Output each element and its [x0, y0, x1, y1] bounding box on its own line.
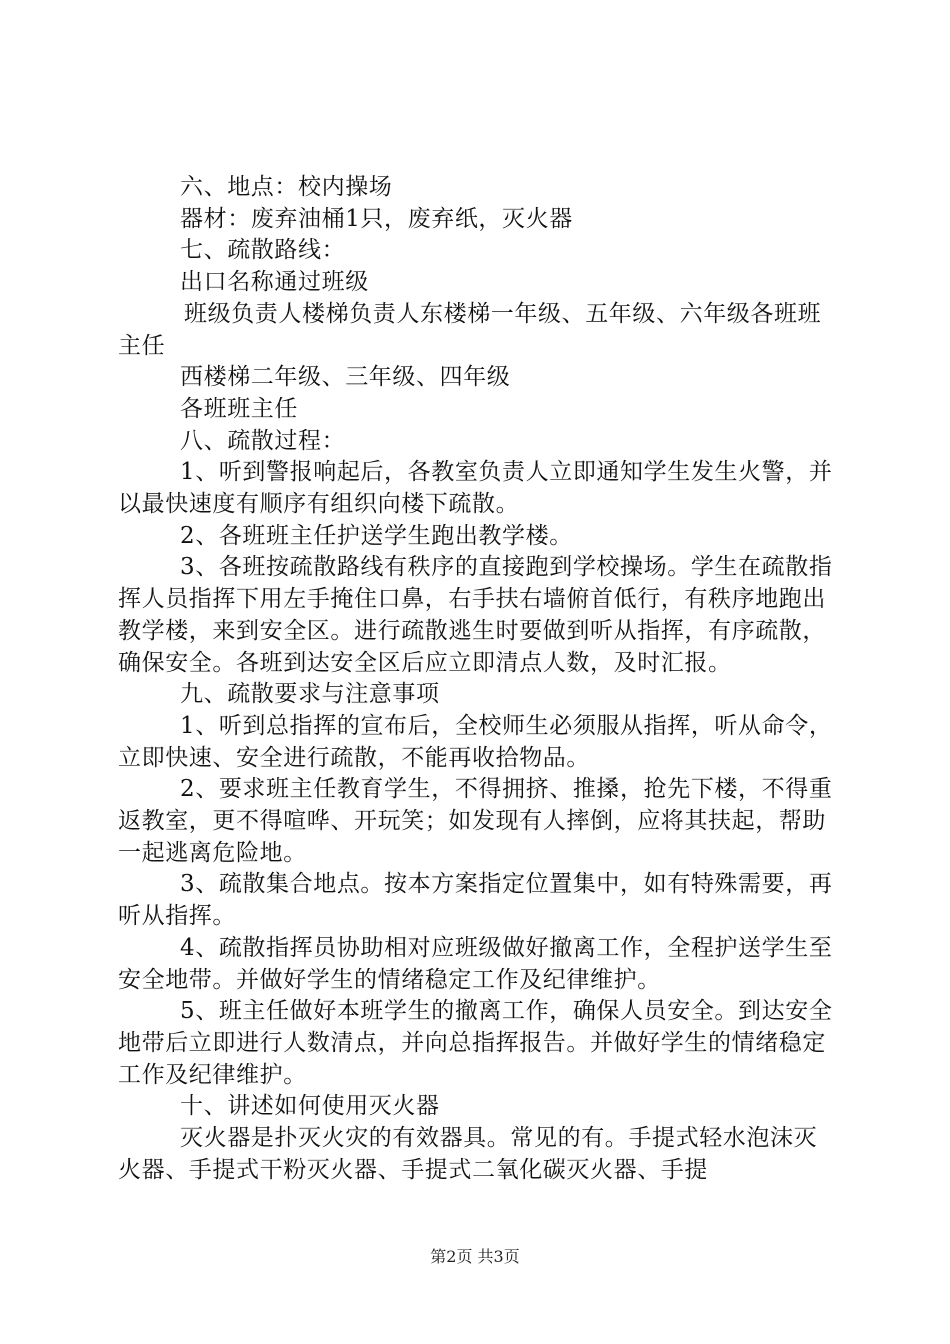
heading-extinguisher: 十、讲述如何使用灭火器	[180, 1093, 440, 1120]
heading-evacuation-route: 七、疏散路线：	[180, 237, 346, 264]
paragraph-process-2: 2、各班班主任护送学生跑出教学楼。	[180, 522, 573, 549]
paragraph-requirement-5: 5、班主任做好本班学生的撤离工作，确保人员安全。到达安全地带后立即进行人数清点，并向总指挥报告。并做好学生的情绪稳定工作及纪律维护。	[118, 998, 833, 1088]
paragraph-exit-names: 出口名称通过班级	[180, 269, 369, 296]
document-body	[118, 172, 838, 1187]
paragraph-class-teachers: 各班班主任	[180, 395, 298, 422]
paragraph-process-3: 3、各班按疏散路线有秩序的直接跑到学校操场。学生在疏散指挥人员指挥下用左手掩住口鼻，右手扶右墙俯首低行，有秩序地跑出教学楼，来到安全区。进行疏散逃生时要做到听从指挥，有序疏散，确保安全。各班到达安全区后应立即清点人数，及时汇报。	[118, 554, 833, 676]
paragraph-west-stairs: 西楼梯二年级、三年级、四年级	[180, 364, 511, 391]
paragraph-process-1: 1、听到警报响起后，各教室负责人立即通知学生发生火警，并以最快速度有顺序有组织向楼下疏散。	[118, 459, 833, 518]
paragraph-equipment: 器材：废弃油桶1只，废弃纸，灭火器	[180, 205, 573, 232]
paragraph-requirement-2: 2、要求班主任教育学生，不得拥挤、推搡，抢先下楼，不得重返教室，更不得喧哗、开玩笑；如发现有人摔倒，应将其扶起，帮助一起逃离危险地。	[118, 776, 833, 866]
paragraph-east-stairs: 班级负责人楼梯负责人东楼梯一年级、五年级、六年级各班班主任	[118, 300, 822, 359]
paragraph-requirement-1: 1、听到总指挥的宣布后，全校师生必须服从指挥，听从命令，立即快速、安全进行疏散，不能再收拾物品。	[118, 712, 833, 771]
page-number-footer: 第2页 共3页	[430, 1247, 520, 1266]
paragraph-requirement-3: 3、疏散集合地点。按本方案指定位置集中，如有特殊需要，再听从指挥。	[118, 871, 833, 930]
heading-requirements: 九、疏散要求与注意事项	[180, 681, 440, 708]
paragraph-extinguisher-types: 灭火器是扑灭火灾的有效器具。常见的有。手提式轻水泡沫灭火器、手提式干粉灭火器、手提式二氧化碳灭火器、手提	[118, 1125, 818, 1183]
paragraph-location: 六、地点：校内操场	[180, 174, 393, 200]
heading-evacuation-process: 八、疏散过程：	[180, 427, 346, 454]
paragraph-requirement-4: 4、疏散指挥员协助相对应班级做好撤离工作，全程护送学生至安全地带。并做好学生的情绪稳定工作及纪律维护。	[118, 934, 833, 993]
